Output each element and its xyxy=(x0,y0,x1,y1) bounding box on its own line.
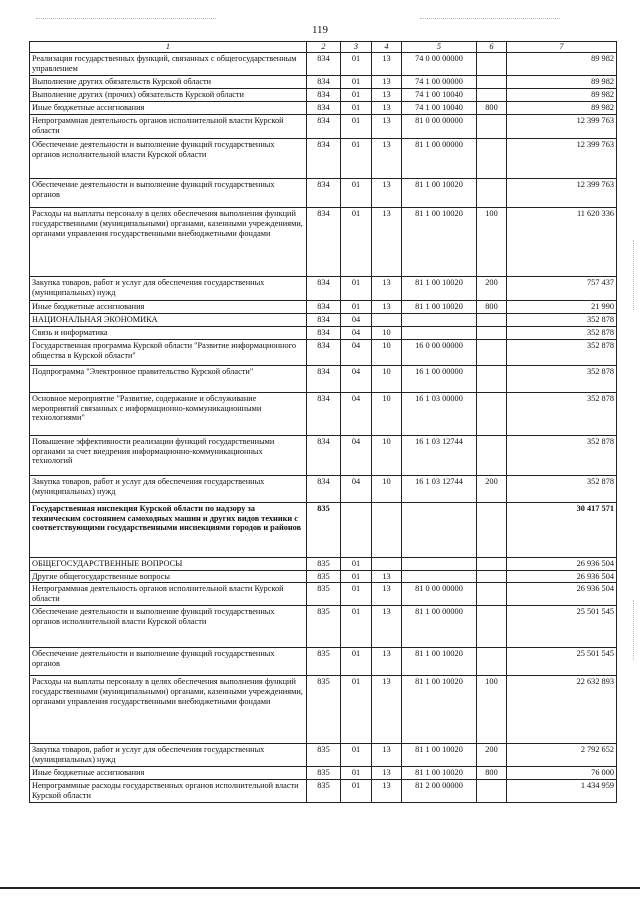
column-header: 4 xyxy=(372,42,402,53)
cell-expense-type xyxy=(477,313,507,326)
cell-section: 01 xyxy=(341,676,372,744)
cell-amount: 352 878 xyxy=(507,365,617,392)
cell-subsection: 13 xyxy=(372,767,402,780)
cell-ministry-code: 834 xyxy=(307,178,341,207)
cell-ministry-code: 834 xyxy=(307,101,341,114)
cell-section: 01 xyxy=(341,583,372,606)
cell-target-item xyxy=(402,313,477,326)
cell-ministry-code: 834 xyxy=(307,276,341,300)
cell-expense-type xyxy=(477,502,507,557)
cell-section: 01 xyxy=(341,570,372,583)
cell-section: 01 xyxy=(341,767,372,780)
cell-target-item: 81 1 00 10020 xyxy=(402,207,477,276)
cell-amount: 26 936 504 xyxy=(507,570,617,583)
cell-ministry-code: 835 xyxy=(307,648,341,676)
cell-section: 04 xyxy=(341,365,372,392)
cell-subsection: 13 xyxy=(372,300,402,313)
cell-expense-type xyxy=(477,114,507,138)
cell-ministry-code: 835 xyxy=(307,502,341,557)
cell-name: Непрограммная деятельность органов исполнительной власти Курской области xyxy=(30,583,307,606)
cell-subsection: 13 xyxy=(372,676,402,744)
cell-amount: 76 000 xyxy=(507,767,617,780)
cell-amount: 26 936 504 xyxy=(507,583,617,606)
cell-expense-type xyxy=(477,435,507,475)
table-row xyxy=(30,101,617,114)
cell-section: 04 xyxy=(341,313,372,326)
cell-section: 01 xyxy=(341,88,372,101)
cell-ministry-code: 835 xyxy=(307,557,341,570)
cell-target-item: 81 1 00 10020 xyxy=(402,178,477,207)
cell-amount: 12 399 763 xyxy=(507,114,617,138)
cell-ministry-code: 834 xyxy=(307,52,341,75)
table-row xyxy=(30,392,617,435)
cell-amount: 352 878 xyxy=(507,392,617,435)
cell-name: Выполнение других (прочих) обязательств Курской области xyxy=(30,88,307,101)
table-row xyxy=(30,326,617,339)
cell-subsection: 13 xyxy=(372,648,402,676)
cell-expense-type xyxy=(477,52,507,75)
cell-expense-type xyxy=(477,365,507,392)
cell-target-item: 74 1 00 10040 xyxy=(402,88,477,101)
cell-expense-type xyxy=(477,583,507,606)
cell-section: 04 xyxy=(341,339,372,365)
cell-amount: 89 982 xyxy=(507,75,617,88)
cell-target-item: 81 1 00 00000 xyxy=(402,138,477,178)
table-row xyxy=(30,502,617,557)
cell-expense-type: 100 xyxy=(477,207,507,276)
cell-ministry-code: 834 xyxy=(307,392,341,435)
cell-name: Государственная программа Курской области "Развитие информационного общества в Курской области" xyxy=(30,339,307,365)
cell-subsection: 13 xyxy=(372,52,402,75)
cell-ministry-code: 835 xyxy=(307,570,341,583)
bottom-rule xyxy=(0,887,640,889)
table-row xyxy=(30,767,617,780)
cell-target-item: 74 0 00 00000 xyxy=(402,52,477,75)
cell-ministry-code: 834 xyxy=(307,114,341,138)
cell-amount: 89 982 xyxy=(507,101,617,114)
cell-target-item xyxy=(402,570,477,583)
cell-subsection xyxy=(372,502,402,557)
cell-name: Непрограммные расходы государственных органов исполнительной власти Курской области xyxy=(30,780,307,803)
cell-section: 01 xyxy=(341,207,372,276)
cell-expense-type xyxy=(477,606,507,648)
cell-subsection: 13 xyxy=(372,276,402,300)
cell-subsection xyxy=(372,313,402,326)
table-row xyxy=(30,780,617,803)
cell-ministry-code: 835 xyxy=(307,676,341,744)
table-row xyxy=(30,207,617,276)
cell-section: 01 xyxy=(341,606,372,648)
cell-amount: 2 792 652 xyxy=(507,744,617,767)
cell-expense-type: 800 xyxy=(477,101,507,114)
cell-subsection: 13 xyxy=(372,207,402,276)
cell-subsection: 13 xyxy=(372,178,402,207)
table-row xyxy=(30,570,617,583)
table-row xyxy=(30,557,617,570)
cell-target-item: 74 1 00 10040 xyxy=(402,101,477,114)
cell-name: Основное мероприятие "Развитие, содержание и обслуживание мероприятий связанных с информационно-коммуникационными технологиями" xyxy=(30,392,307,435)
cell-subsection: 13 xyxy=(372,570,402,583)
cell-name: Расходы на выплаты персоналу в целях обеспечения выполнения функций государственными (муниципальными) органами, казенными учреждениями, органами управления государственными внебюджетными фондами xyxy=(30,207,307,276)
cell-section: 01 xyxy=(341,101,372,114)
cell-target-item: 16 1 03 12744 xyxy=(402,435,477,475)
cell-name: Подпрограмма "Электронное правительство Курской области" xyxy=(30,365,307,392)
table-row xyxy=(30,313,617,326)
cell-target-item: 81 0 00 00000 xyxy=(402,114,477,138)
header-row xyxy=(30,42,617,53)
cell-amount: 21 990 xyxy=(507,300,617,313)
cell-name: Повышение эффективности реализации функций государственными органами за счет внедрения информационно-коммуникационных технологий xyxy=(30,435,307,475)
cell-target-item: 81 2 00 00000 xyxy=(402,780,477,803)
column-header: 1 xyxy=(30,42,307,53)
cell-expense-type: 800 xyxy=(477,767,507,780)
table-row xyxy=(30,676,617,744)
cell-ministry-code: 835 xyxy=(307,583,341,606)
scan-artifact xyxy=(420,18,560,19)
cell-target-item: 16 1 03 00000 xyxy=(402,392,477,435)
cell-amount: 25 501 545 xyxy=(507,648,617,676)
cell-subsection: 10 xyxy=(372,339,402,365)
scan-artifact xyxy=(633,600,634,660)
cell-amount: 89 982 xyxy=(507,88,617,101)
cell-subsection: 10 xyxy=(372,475,402,502)
cell-expense-type xyxy=(477,557,507,570)
table-row xyxy=(30,276,617,300)
cell-name: Иные бюджетные ассигнования xyxy=(30,767,307,780)
cell-section: 01 xyxy=(341,744,372,767)
cell-subsection: 13 xyxy=(372,583,402,606)
cell-subsection: 13 xyxy=(372,780,402,803)
table-row xyxy=(30,300,617,313)
cell-expense-type xyxy=(477,392,507,435)
cell-expense-type xyxy=(477,178,507,207)
column-header: 2 xyxy=(307,42,341,53)
cell-name: Закупка товаров, работ и услуг для обеспечения государственных (муниципальных) нужд xyxy=(30,276,307,300)
cell-ministry-code: 834 xyxy=(307,339,341,365)
cell-ministry-code: 834 xyxy=(307,207,341,276)
cell-name: Расходы на выплаты персоналу в целях обеспечения выполнения функций государственными (муниципальными) органами, казенными учреждениями, органами управления государственными внебюджетными фондами xyxy=(30,676,307,744)
cell-expense-type xyxy=(477,75,507,88)
cell-expense-type xyxy=(477,326,507,339)
table-row xyxy=(30,435,617,475)
cell-section: 01 xyxy=(341,780,372,803)
cell-target-item xyxy=(402,557,477,570)
cell-target-item: 81 0 00 00000 xyxy=(402,583,477,606)
table-row xyxy=(30,365,617,392)
cell-amount: 26 936 504 xyxy=(507,557,617,570)
cell-name: Связь и информатика xyxy=(30,326,307,339)
cell-subsection: 10 xyxy=(372,392,402,435)
cell-expense-type xyxy=(477,138,507,178)
table-row xyxy=(30,339,617,365)
cell-section xyxy=(341,502,372,557)
cell-subsection: 13 xyxy=(372,75,402,88)
cell-section: 01 xyxy=(341,557,372,570)
cell-name: Обеспечение деятельности и выполнение функций государственных органов xyxy=(30,178,307,207)
cell-amount: 12 399 763 xyxy=(507,138,617,178)
cell-amount: 352 878 xyxy=(507,435,617,475)
cell-subsection: 13 xyxy=(372,606,402,648)
cell-section: 01 xyxy=(341,300,372,313)
cell-subsection: 13 xyxy=(372,101,402,114)
cell-expense-type: 200 xyxy=(477,475,507,502)
cell-name: Иные бюджетные ассигнования xyxy=(30,101,307,114)
cell-amount: 757 437 xyxy=(507,276,617,300)
cell-name: Государственная инспекция Курской области по надзору за техническим состоянием самоходных машин и других видов техники с соответствующими государственными инспекциями городов и районов xyxy=(30,502,307,557)
cell-amount: 89 982 xyxy=(507,52,617,75)
table-row xyxy=(30,178,617,207)
cell-section: 04 xyxy=(341,392,372,435)
cell-ministry-code: 834 xyxy=(307,326,341,339)
budget-table xyxy=(29,41,617,803)
table-row xyxy=(30,606,617,648)
table-row xyxy=(30,475,617,502)
cell-target-item: 81 1 00 10020 xyxy=(402,767,477,780)
cell-amount: 352 878 xyxy=(507,339,617,365)
cell-amount: 352 878 xyxy=(507,313,617,326)
cell-name: Иные бюджетные ассигнования xyxy=(30,300,307,313)
cell-target-item: 81 1 00 10020 xyxy=(402,744,477,767)
cell-ministry-code: 835 xyxy=(307,767,341,780)
cell-amount: 352 878 xyxy=(507,326,617,339)
cell-amount: 352 878 xyxy=(507,475,617,502)
cell-ministry-code: 834 xyxy=(307,313,341,326)
cell-subsection xyxy=(372,557,402,570)
cell-name: Закупка товаров, работ и услуг для обеспечения государственных (муниципальных) нужд xyxy=(30,475,307,502)
cell-name: Другие общегосударственные вопросы xyxy=(30,570,307,583)
cell-name: Выполнение других обязательств Курской области xyxy=(30,75,307,88)
cell-target-item xyxy=(402,326,477,339)
table-row xyxy=(30,648,617,676)
cell-amount: 11 620 336 xyxy=(507,207,617,276)
cell-target-item xyxy=(402,502,477,557)
cell-target-item: 16 1 03 12744 xyxy=(402,475,477,502)
cell-amount: 22 632 893 xyxy=(507,676,617,744)
cell-target-item: 16 1 00 00000 xyxy=(402,365,477,392)
cell-name: НАЦИОНАЛЬНАЯ ЭКОНОМИКА xyxy=(30,313,307,326)
cell-expense-type xyxy=(477,570,507,583)
cell-expense-type: 200 xyxy=(477,744,507,767)
cell-target-item: 81 1 00 10020 xyxy=(402,676,477,744)
cell-target-item: 81 1 00 00000 xyxy=(402,606,477,648)
cell-subsection: 13 xyxy=(372,88,402,101)
cell-expense-type xyxy=(477,88,507,101)
cell-subsection: 10 xyxy=(372,435,402,475)
cell-target-item: 81 1 00 10020 xyxy=(402,300,477,313)
cell-name: Обеспечение деятельности и выполнение функций государственных органов xyxy=(30,648,307,676)
cell-name: Непрограммная деятельность органов исполнительной власти Курской области xyxy=(30,114,307,138)
cell-subsection: 10 xyxy=(372,365,402,392)
cell-section: 01 xyxy=(341,114,372,138)
cell-ministry-code: 834 xyxy=(307,475,341,502)
cell-subsection: 13 xyxy=(372,744,402,767)
cell-subsection: 10 xyxy=(372,326,402,339)
cell-ministry-code: 835 xyxy=(307,744,341,767)
table-row xyxy=(30,583,617,606)
table-row xyxy=(30,114,617,138)
cell-expense-type: 100 xyxy=(477,676,507,744)
cell-section: 04 xyxy=(341,435,372,475)
cell-target-item: 74 1 00 00000 xyxy=(402,75,477,88)
cell-expense-type xyxy=(477,339,507,365)
cell-ministry-code: 834 xyxy=(307,365,341,392)
page-number: 119 xyxy=(311,24,329,36)
cell-section: 04 xyxy=(341,475,372,502)
cell-ministry-code: 834 xyxy=(307,435,341,475)
scan-artifact xyxy=(36,18,216,19)
cell-ministry-code: 834 xyxy=(307,138,341,178)
cell-amount: 12 399 763 xyxy=(507,178,617,207)
cell-name: ОБЩЕГОСУДАРСТВЕННЫЕ ВОПРОСЫ xyxy=(30,557,307,570)
cell-target-item: 81 1 00 10020 xyxy=(402,276,477,300)
table-row xyxy=(30,744,617,767)
cell-target-item: 16 0 00 00000 xyxy=(402,339,477,365)
table-row xyxy=(30,75,617,88)
cell-ministry-code: 835 xyxy=(307,606,341,648)
column-header: 7 xyxy=(507,42,617,53)
cell-ministry-code: 834 xyxy=(307,75,341,88)
table-row xyxy=(30,138,617,178)
cell-section: 01 xyxy=(341,138,372,178)
cell-name: Закупка товаров, работ и услуг для обеспечения государственных (муниципальных) нужд xyxy=(30,744,307,767)
cell-expense-type xyxy=(477,648,507,676)
cell-ministry-code: 834 xyxy=(307,300,341,313)
scan-artifact xyxy=(633,240,634,310)
cell-amount: 25 501 545 xyxy=(507,606,617,648)
cell-section: 01 xyxy=(341,648,372,676)
cell-name: Обеспечение деятельности и выполнение функций государственных органов исполнительной власти Курской области xyxy=(30,138,307,178)
cell-amount: 30 417 571 xyxy=(507,502,617,557)
table-row xyxy=(30,88,617,101)
cell-ministry-code: 834 xyxy=(307,88,341,101)
cell-section: 01 xyxy=(341,75,372,88)
cell-subsection: 13 xyxy=(372,114,402,138)
cell-expense-type: 800 xyxy=(477,300,507,313)
cell-target-item: 81 1 00 10020 xyxy=(402,648,477,676)
cell-name: Реализация государственных функций, связанных с общегосударственным управлением xyxy=(30,52,307,75)
table-row xyxy=(30,52,617,75)
cell-name: Обеспечение деятельности и выполнение функций государственных органов исполнительной власти Курской области xyxy=(30,606,307,648)
column-header: 5 xyxy=(402,42,477,53)
column-header: 6 xyxy=(477,42,507,53)
cell-section: 04 xyxy=(341,326,372,339)
cell-section: 01 xyxy=(341,178,372,207)
cell-section: 01 xyxy=(341,52,372,75)
cell-ministry-code: 835 xyxy=(307,780,341,803)
cell-amount: 1 434 959 xyxy=(507,780,617,803)
cell-subsection: 13 xyxy=(372,138,402,178)
cell-section: 01 xyxy=(341,276,372,300)
cell-expense-type xyxy=(477,780,507,803)
column-header: 3 xyxy=(341,42,372,53)
table-body xyxy=(30,52,617,802)
cell-expense-type: 200 xyxy=(477,276,507,300)
